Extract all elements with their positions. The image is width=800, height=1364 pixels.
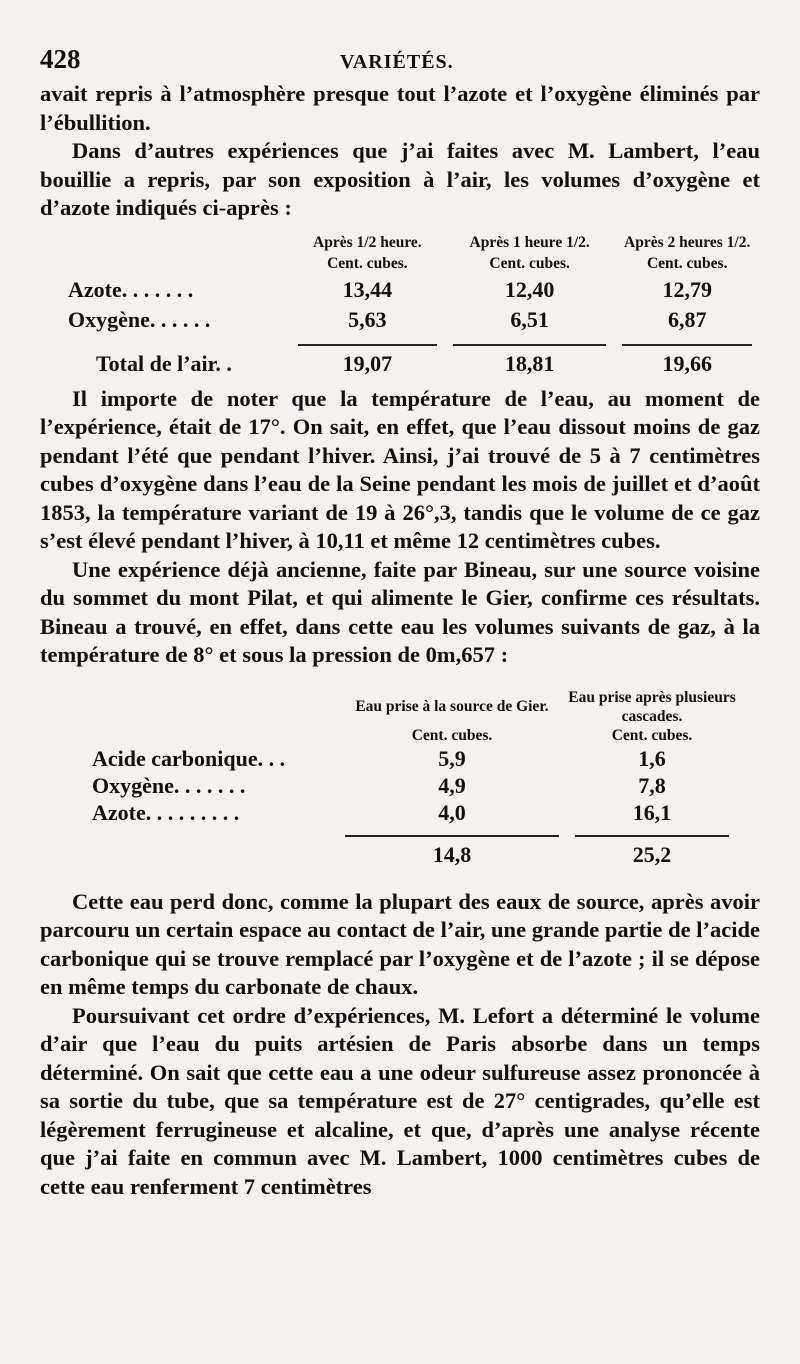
table-units-row <box>68 254 760 275</box>
row-label: Total de l’air. . <box>96 350 232 376</box>
table-total-row <box>68 349 760 385</box>
table-cell: 12,79 <box>662 276 712 302</box>
table-cell: 7,8 <box>638 772 666 798</box>
sum-rule <box>575 835 729 837</box>
page-number: 428 <box>40 44 81 74</box>
paragraph: Poursuivant cet ordre d’expériences, M. Lefort a déterminé le volume d’air que l’eau du puits artésien de Paris absorbe dans un temps déterminé. On sait que cette eau a une odeur sulfureuse assez prononcée à sa sortie du tube, que sa température est de 27° centigrades, qu’elle est légèrement ferrugineuse et alcaline, et que, d’après une analyse récente que j’ai faite en commun avec M. Lambert, 1000 centimètres cubes de cette eau renferment 7 centimètres <box>40 1002 760 1199</box>
table-cell: 12,40 <box>504 276 555 302</box>
table-cell: 19,66 <box>662 350 712 376</box>
row-label: Oxygène. . . . . . <box>68 306 211 332</box>
paragraph: Une expérience déjà ancienne, faite par Bineau, sur une source voisine du sommet du mont Pilat, et qui alimente le Gier, confirme ces résultats. Bineau a trouvé, en effet, dans cette eau les volumes suivants de gaz, à la température de 8° et sous la pression de 0m,657 : <box>40 556 760 667</box>
table-cell: 18,81 <box>504 350 555 376</box>
gier-water-table <box>92 688 737 878</box>
paragraph: Dans d’autres expériences que j’ai faites avec M. Lambert, l’eau bouillie a repris, par son exposition à l’air, les volumes d’oxygène et d’azote indiqués ci-après : <box>40 138 760 220</box>
column-unit: Cent. cubes. <box>646 254 728 272</box>
sum-rule-row <box>68 335 760 349</box>
column-header: Après 1/2 heure. <box>313 233 422 251</box>
paragraph: Il importe de noter que la température de l’eau, au moment de l’expérience, était de 17°. On sait, en effet, que l’eau dissout moins de gaz pendant l’été que pendant l’hiver. Ainsi, j’ai trouvé de 5 à 7 centimètres cubes d’oxygène dans l’eau de la Seine pendant les mois de juillet et d’août 1853, la température variant de 19 à 26°,3, tandis que le volume de ce gaz s’est élevé pendant l’hiver, à 10,11 et même 12 centimètres cubes. <box>40 385 760 553</box>
table-row <box>68 275 760 305</box>
page-header <box>40 44 760 80</box>
row-label: Azote. . . . . . . . . <box>92 799 240 825</box>
paragraph: avait repris à l’atmosphère presque tout l’azote et l’oxygène éliminés par l’ébullition. <box>40 81 760 135</box>
column-unit: Cent. cubes. <box>611 726 693 744</box>
table-total-row <box>92 840 737 878</box>
table-header-row <box>92 688 737 726</box>
table-cell: 14,8 <box>432 841 472 867</box>
table-row <box>92 745 737 772</box>
column-unit: Cent. cubes. <box>327 254 408 272</box>
column-header: Eau prise après plusieurs cascades. <box>568 688 736 725</box>
table-cell: 16,1 <box>632 799 672 825</box>
table-header-row <box>68 233 760 254</box>
column-header: Après 2 heures 1/2. <box>624 233 751 251</box>
table-units-row <box>92 726 737 745</box>
column-header: Après 1 heure 1/2. <box>469 233 590 251</box>
sum-rule <box>298 344 437 346</box>
row-label: Acide carbonique. . . <box>92 745 286 771</box>
column-header: Eau prise à la source de Gier. <box>355 698 549 715</box>
row-label: Azote. . . . . . . <box>68 276 194 302</box>
sum-rule <box>453 344 606 346</box>
table-cell: 5,63 <box>348 306 387 332</box>
running-title: VARIÉTÉS. <box>340 51 454 73</box>
column-unit: Cent. cubes. <box>489 254 570 272</box>
row-label: Oxygène. . . . . . . <box>92 772 246 798</box>
column-unit: Cent. cubes. <box>411 726 493 744</box>
table-cell: 6,51 <box>510 306 549 332</box>
table-cell: 13,44 <box>342 276 393 302</box>
table-cell: 6,87 <box>667 306 707 332</box>
table-row <box>92 799 737 826</box>
table-cell: 25,2 <box>632 841 672 867</box>
sum-rule <box>345 835 559 837</box>
gas-volumes-table <box>68 233 760 385</box>
table-cell: 1,6 <box>638 745 666 771</box>
table-row <box>68 305 760 335</box>
sum-rule <box>622 344 752 346</box>
table-row <box>92 772 737 799</box>
table-cell: 4,0 <box>438 799 466 825</box>
sum-rule-row <box>92 826 737 840</box>
table-cell: 4,9 <box>438 772 466 798</box>
table-cell: 19,07 <box>342 350 393 376</box>
paragraph: Cette eau perd donc, comme la plupart des eaux de source, après avoir parcouru un certain espace au contact de l’air, une grande partie de l’acide carbonique qui se trouve remplacé par l’oxygène et de l’azote ; il se dépose en même temps du carbonate de chaux. <box>40 888 760 999</box>
table-cell: 5,9 <box>438 745 466 771</box>
